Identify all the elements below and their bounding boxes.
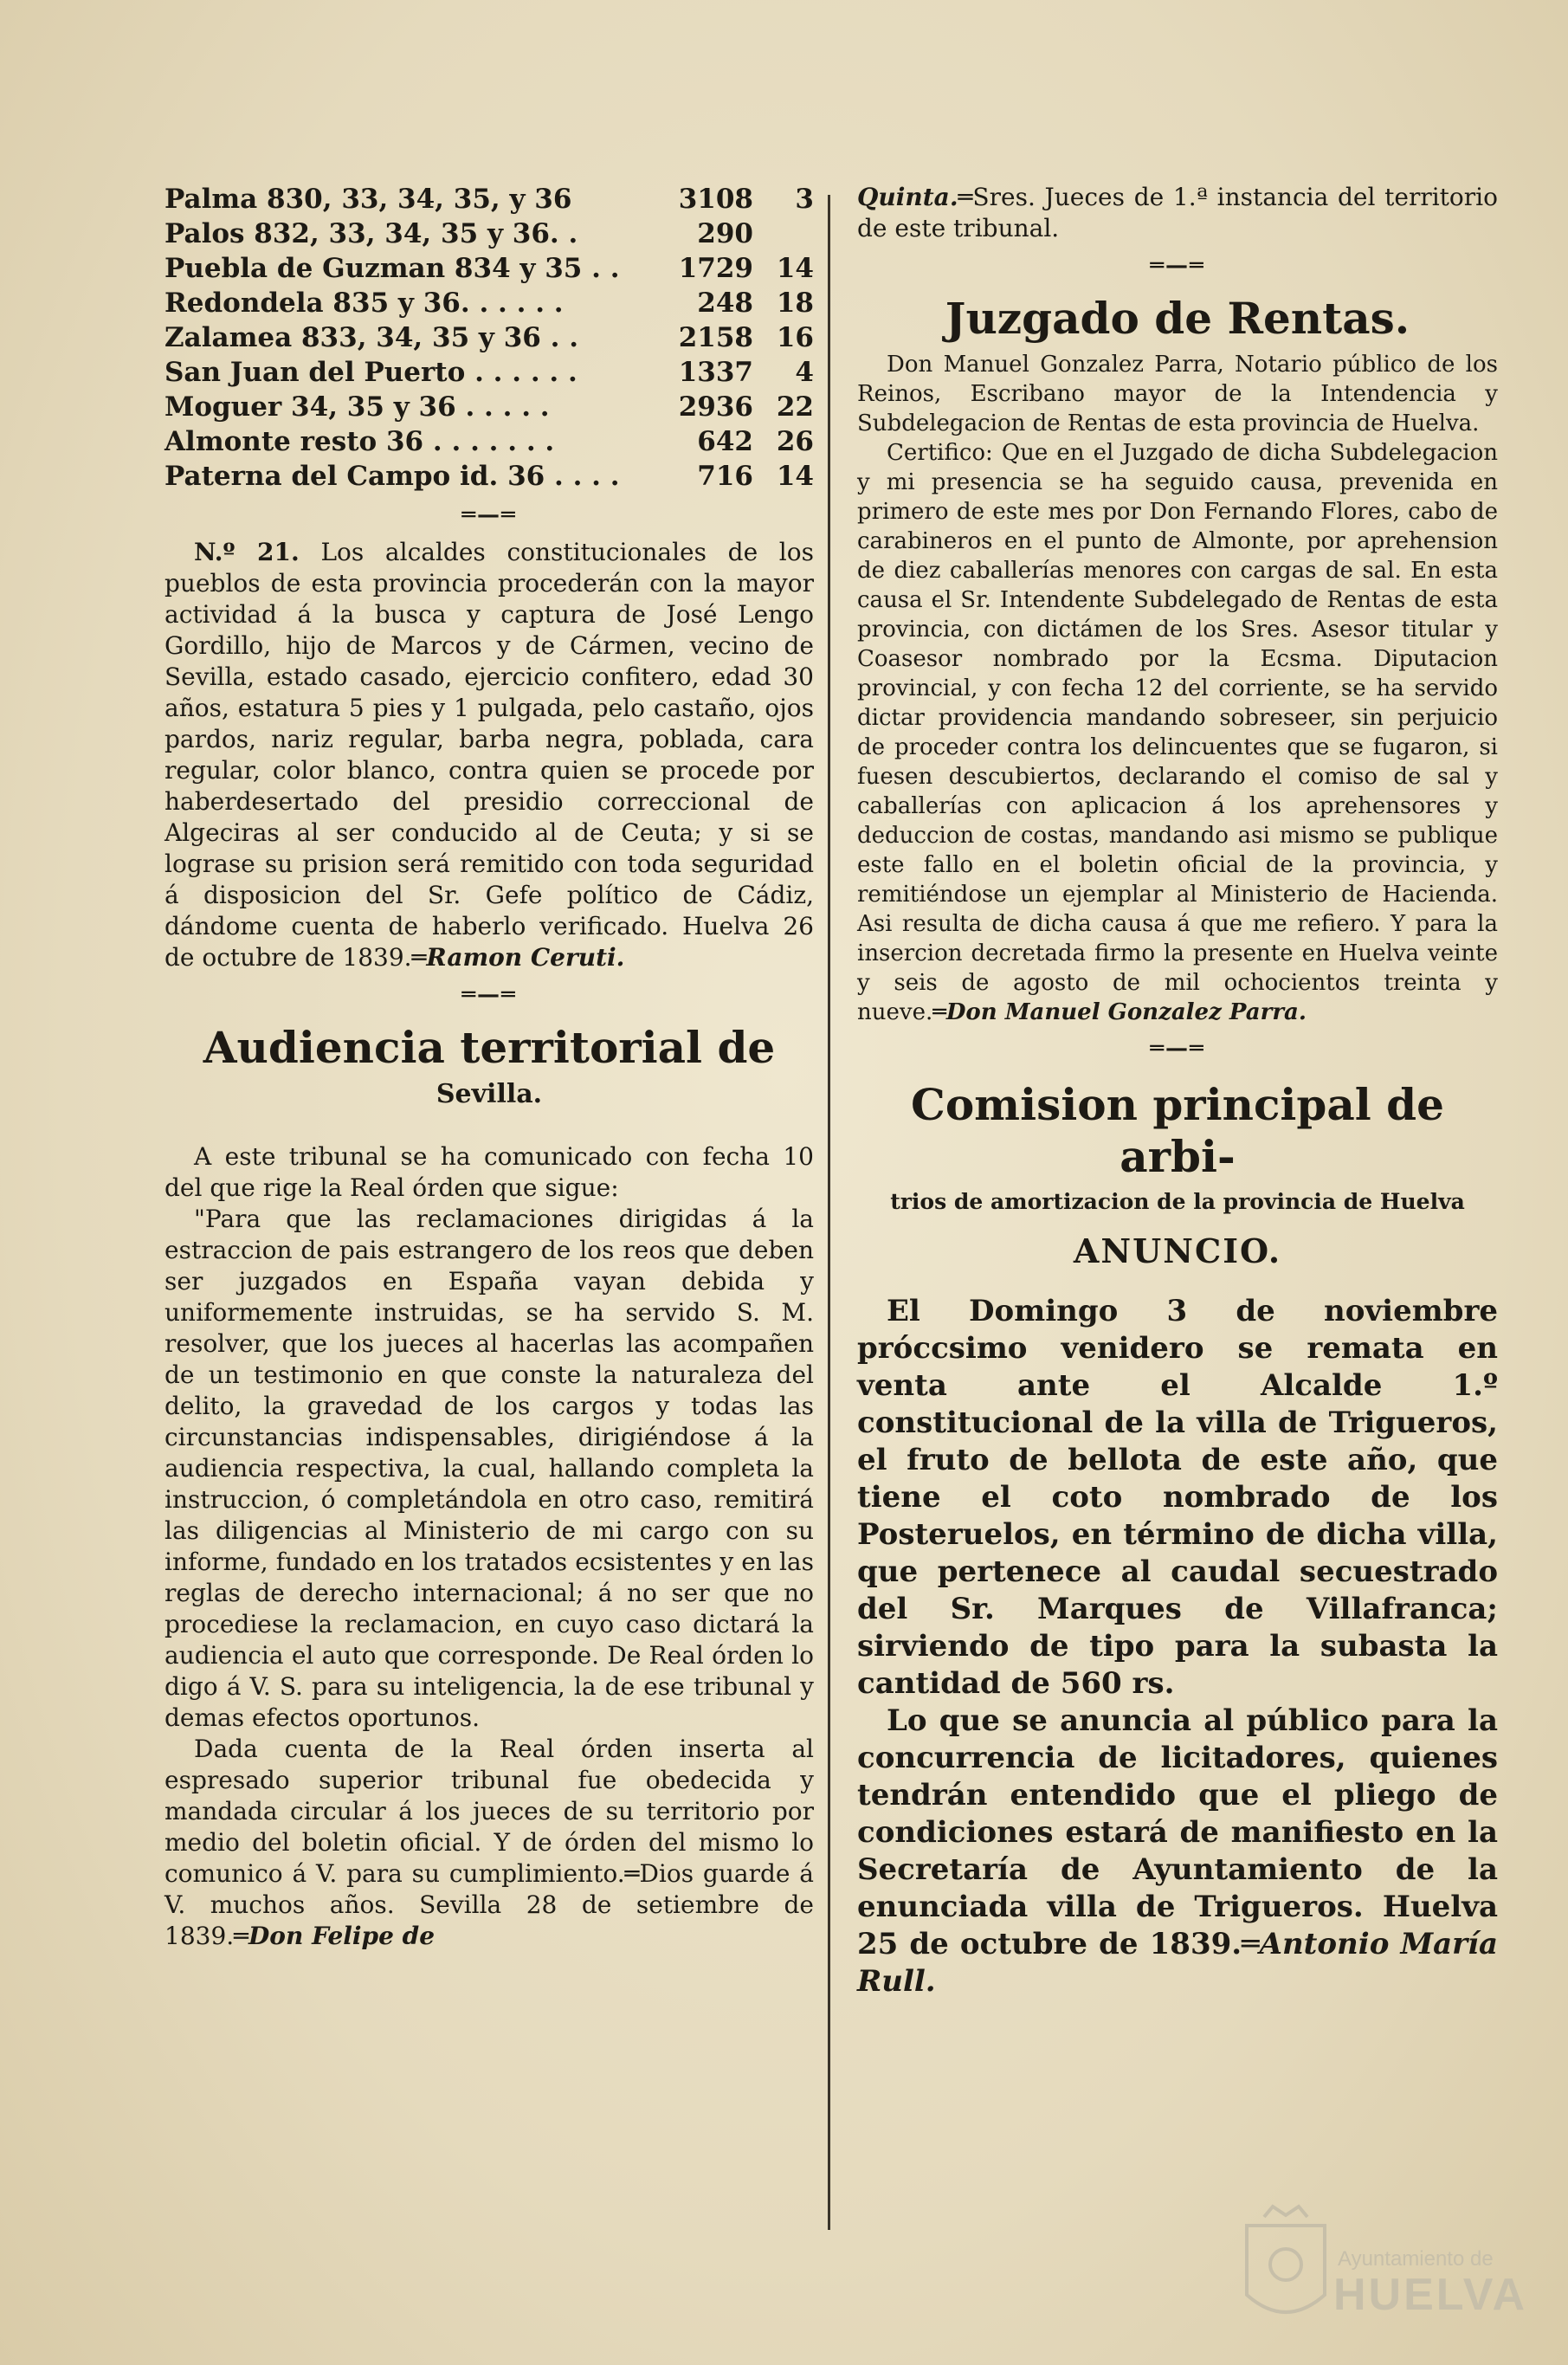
row-total: 248	[697, 288, 753, 319]
comision-p2-text: Lo que se anuncia al público para la concurrencia de licitadores, quienes tendrán entendido que el pliego de condiciones estará de manifiesto en la Secretaría de Ayuntamiento de la enunciada villa de Trigueros. Huelva 25 de octubre de 1839.	[857, 1703, 1498, 1961]
audiencia-paragraph-2: "Para que las reclamaciones dirigidas á la estraccion de pais estrangero de los reos que deben ser juzgados en España vayan debida y uniformemente instruidas, se ha servido S. M. resolver, que los jueces al hacerlas las acompañen de un testimonio en que conste la naturaleza del delito, la gravedad de los cargos y todas las circunstancias indispensables, dirigiéndose á la audiencia respectiva, la cual, hallando completa la instruccion, ó completándola en otro caso, remitirá las diligencias al Ministerio de mi cargo con su informe, fundado en los tratados ecsistentes y en las reglas de derecho internacional; á no ser que no procediese la reclamacion, en cuyo caso dictará la audiencia el auto que corresponde. De Real órden lo digo á V. S. para su inteligencia, la de ese tribunal y demas efectos oportunos.	[165, 1205, 814, 1732]
section-ornament: ═—═	[1150, 253, 1205, 279]
table-row	[165, 286, 814, 320]
audiencia-paragraph-1: A este tribunal se ha comunicado con fecha 10 del que rige la Real órden que sigue:	[165, 1142, 814, 1202]
right-column	[857, 182, 1498, 2000]
row-place: Puebla de Guzman 834 y 35 . .	[165, 253, 620, 284]
row-place: Palos 832, 33, 34, 35 y 36. .	[165, 218, 578, 249]
row-extra: 22	[776, 391, 814, 423]
left-column	[165, 182, 814, 1952]
row-total: 1337	[678, 357, 753, 388]
audiencia-signature: ═Don Felipe de	[234, 1922, 436, 1950]
row-extra: 4	[795, 357, 814, 388]
row-total: 3108	[678, 184, 753, 215]
row-place: Palma 830, 33, 34, 35, y 36	[165, 184, 572, 215]
row-place: Redondela 835 y 36. . . . . .	[165, 288, 564, 319]
table-row	[165, 424, 814, 459]
notice-21-number: N.º 21.	[194, 538, 300, 566]
table-row	[165, 459, 814, 494]
watermark-line-1: Ayuntamiento de	[1338, 2247, 1494, 2271]
table-row	[165, 216, 814, 251]
row-extra: 3	[795, 184, 814, 215]
row-place: Paterna del Campo id. 36 . . . .	[165, 461, 620, 492]
comision-signature: ═Antonio María Rull.	[857, 1927, 1498, 1999]
population-table	[165, 182, 814, 494]
audiencia-signature-cont: Quinta.	[857, 183, 958, 211]
section-ornament: ═—═	[1150, 1036, 1205, 1062]
row-place: Moguer 34, 35 y 36 . . . . .	[165, 391, 550, 423]
table-row	[165, 355, 814, 390]
anuncio-heading: ANUNCIO.	[1073, 1231, 1282, 1270]
table-row	[165, 182, 814, 216]
row-place: Almonte resto 36 . . . . . . .	[165, 426, 555, 457]
comision-subtitle: trios de amortizacion de la provincia de Huelva	[890, 1189, 1465, 1214]
row-extra: 18	[776, 288, 814, 319]
rentas-paragraph-2	[857, 438, 1498, 1027]
row-total: 2936	[678, 391, 753, 423]
section-ornament: ═—═	[461, 502, 517, 528]
audiencia-title: Audiencia territorial de	[203, 1022, 776, 1073]
table-row	[165, 251, 814, 286]
row-total: 290	[697, 218, 753, 249]
rentas-paragraph-1: Don Manuel Gonzalez Parra, Notario público de los Reinos, Escribano mayor de la Intendencia y Subdelegacion de Rentas de esta provincia de Huelva.	[857, 352, 1498, 436]
audiencia-p3-text: Dada cuenta de la Real órden inserta al espresado superior tribunal fue obedecida y mandada circular á los jueces de su territorio por medio del boletin oficial. Y de órden del mismo lo comunico á V. para su cumplimiento.═Dios guarde á V. muchos años. Sevilla 28 de setiembre de 1839.	[165, 1735, 814, 1950]
audiencia-subtitle: Sevilla.	[436, 1079, 543, 1109]
audiencia-paragraph-3	[165, 1734, 814, 1952]
watermark-line-2: HUELVA	[1333, 2270, 1528, 2320]
row-total: 2158	[678, 322, 753, 353]
row-extra: 14	[776, 461, 814, 492]
row-total: 642	[697, 426, 753, 457]
notice-21	[165, 537, 814, 973]
audiencia-tail: ═Sres. Jueces de 1.ª instancia del territorio de este tribunal.	[857, 183, 1498, 242]
notice-21-body: Los alcaldes constitucionales de los pueblos de esta provincia procederán con la mayor actividad á la busca y captura de José Lengo Gordillo, hijo de Marcos y de Cármen, vecino de Sevilla, estado casado, ejercicio confitero, edad 30 años, estatura 5 pies y 1 pulgada, pelo castaño, ojos pardos, nariz regular, barba negra, poblada, cara regular, color blanco, contra quien se procede por haberdesertado del presidio correccional de Algeciras al ser conducido al de Ceuta; y si se lograse su prision será remitido con toda seguridad á disposicion del Sr. Gefe político de Cádiz, dándome cuenta de haberlo verificado. Huelva 26 de octubre de 1839.	[165, 538, 814, 972]
row-total: 716	[697, 461, 753, 492]
comision-paragraph-2	[857, 1703, 1498, 2000]
comision-title: Comision principal de arbi-	[911, 1079, 1444, 1182]
column-divider	[828, 195, 830, 2230]
rentas-title: Juzgado de Rentas.	[945, 293, 1410, 344]
row-extra: 16	[776, 322, 814, 353]
table-row	[165, 390, 814, 424]
row-place: Zalamea 833, 34, 35 y 36 . .	[165, 322, 579, 353]
row-place: San Juan del Puerto . . . . . .	[165, 357, 578, 388]
audiencia-continuation	[857, 182, 1498, 244]
row-extra	[753, 216, 814, 251]
row-extra: 14	[776, 253, 814, 284]
comision-paragraph-1: El Domingo 3 de noviembre próccsimo venidero se remata en venta ante el Alcalde 1.º constitucional de la villa de Trigueros, el fruto de bellota de este año, que tiene el coto nombrado de los Posteruelos, en término de dicha villa, que pertenece al caudal secuestrado del Sr. Marques de Villafranca; sirviendo de tipo para la subasta la cantidad de 560 rs.	[857, 1294, 1498, 1701]
rentas-p2-text: Certifico: Que en el Juzgado de dicha Subdelegacion y mi presencia se ha seguido causa, prevenida en primero de este mes por Don Fernando Flores, cabo de carabineros en el punto de Almonte, por aprehension de diez caballerías menores con cargas de sal. En esta causa el Sr. Intendente Subdelegado de Rentas de esta provincia, con dictámen de los Sres. Asesor titular y Coasesor nombrado por la Ecsma. Diputacion provincial, y con fecha 12 del corriente, se ha servido dictar providencia mandando sobreseer, sin perjuicio de proceder contra los delincuentes que se fugaron, si fuesen descubiertos, declarando el comiso de sal y caballerías con aplicacion á los aprehensores y deduccion de costas, mandando asi mismo se publique este fallo en el boletin oficial de la provincia, y remitiéndose un ejemplar al Ministerio de Hacienda. Asi resulta de dicha causa á que me refiero. Y para la insercion decretada firmo la presente en Huelva veinte y seis de agosto de mil ochocientos treinta y nueve.	[857, 440, 1498, 1025]
row-total: 1729	[678, 253, 753, 284]
row-extra: 26	[776, 426, 814, 457]
table-row	[165, 320, 814, 355]
section-ornament: ═—═	[461, 982, 517, 1008]
rentas-signature: ═Don Manuel Gonzalez Parra.	[932, 999, 1307, 1025]
notice-21-signature: ═Ramon Ceruti.	[411, 943, 625, 972]
